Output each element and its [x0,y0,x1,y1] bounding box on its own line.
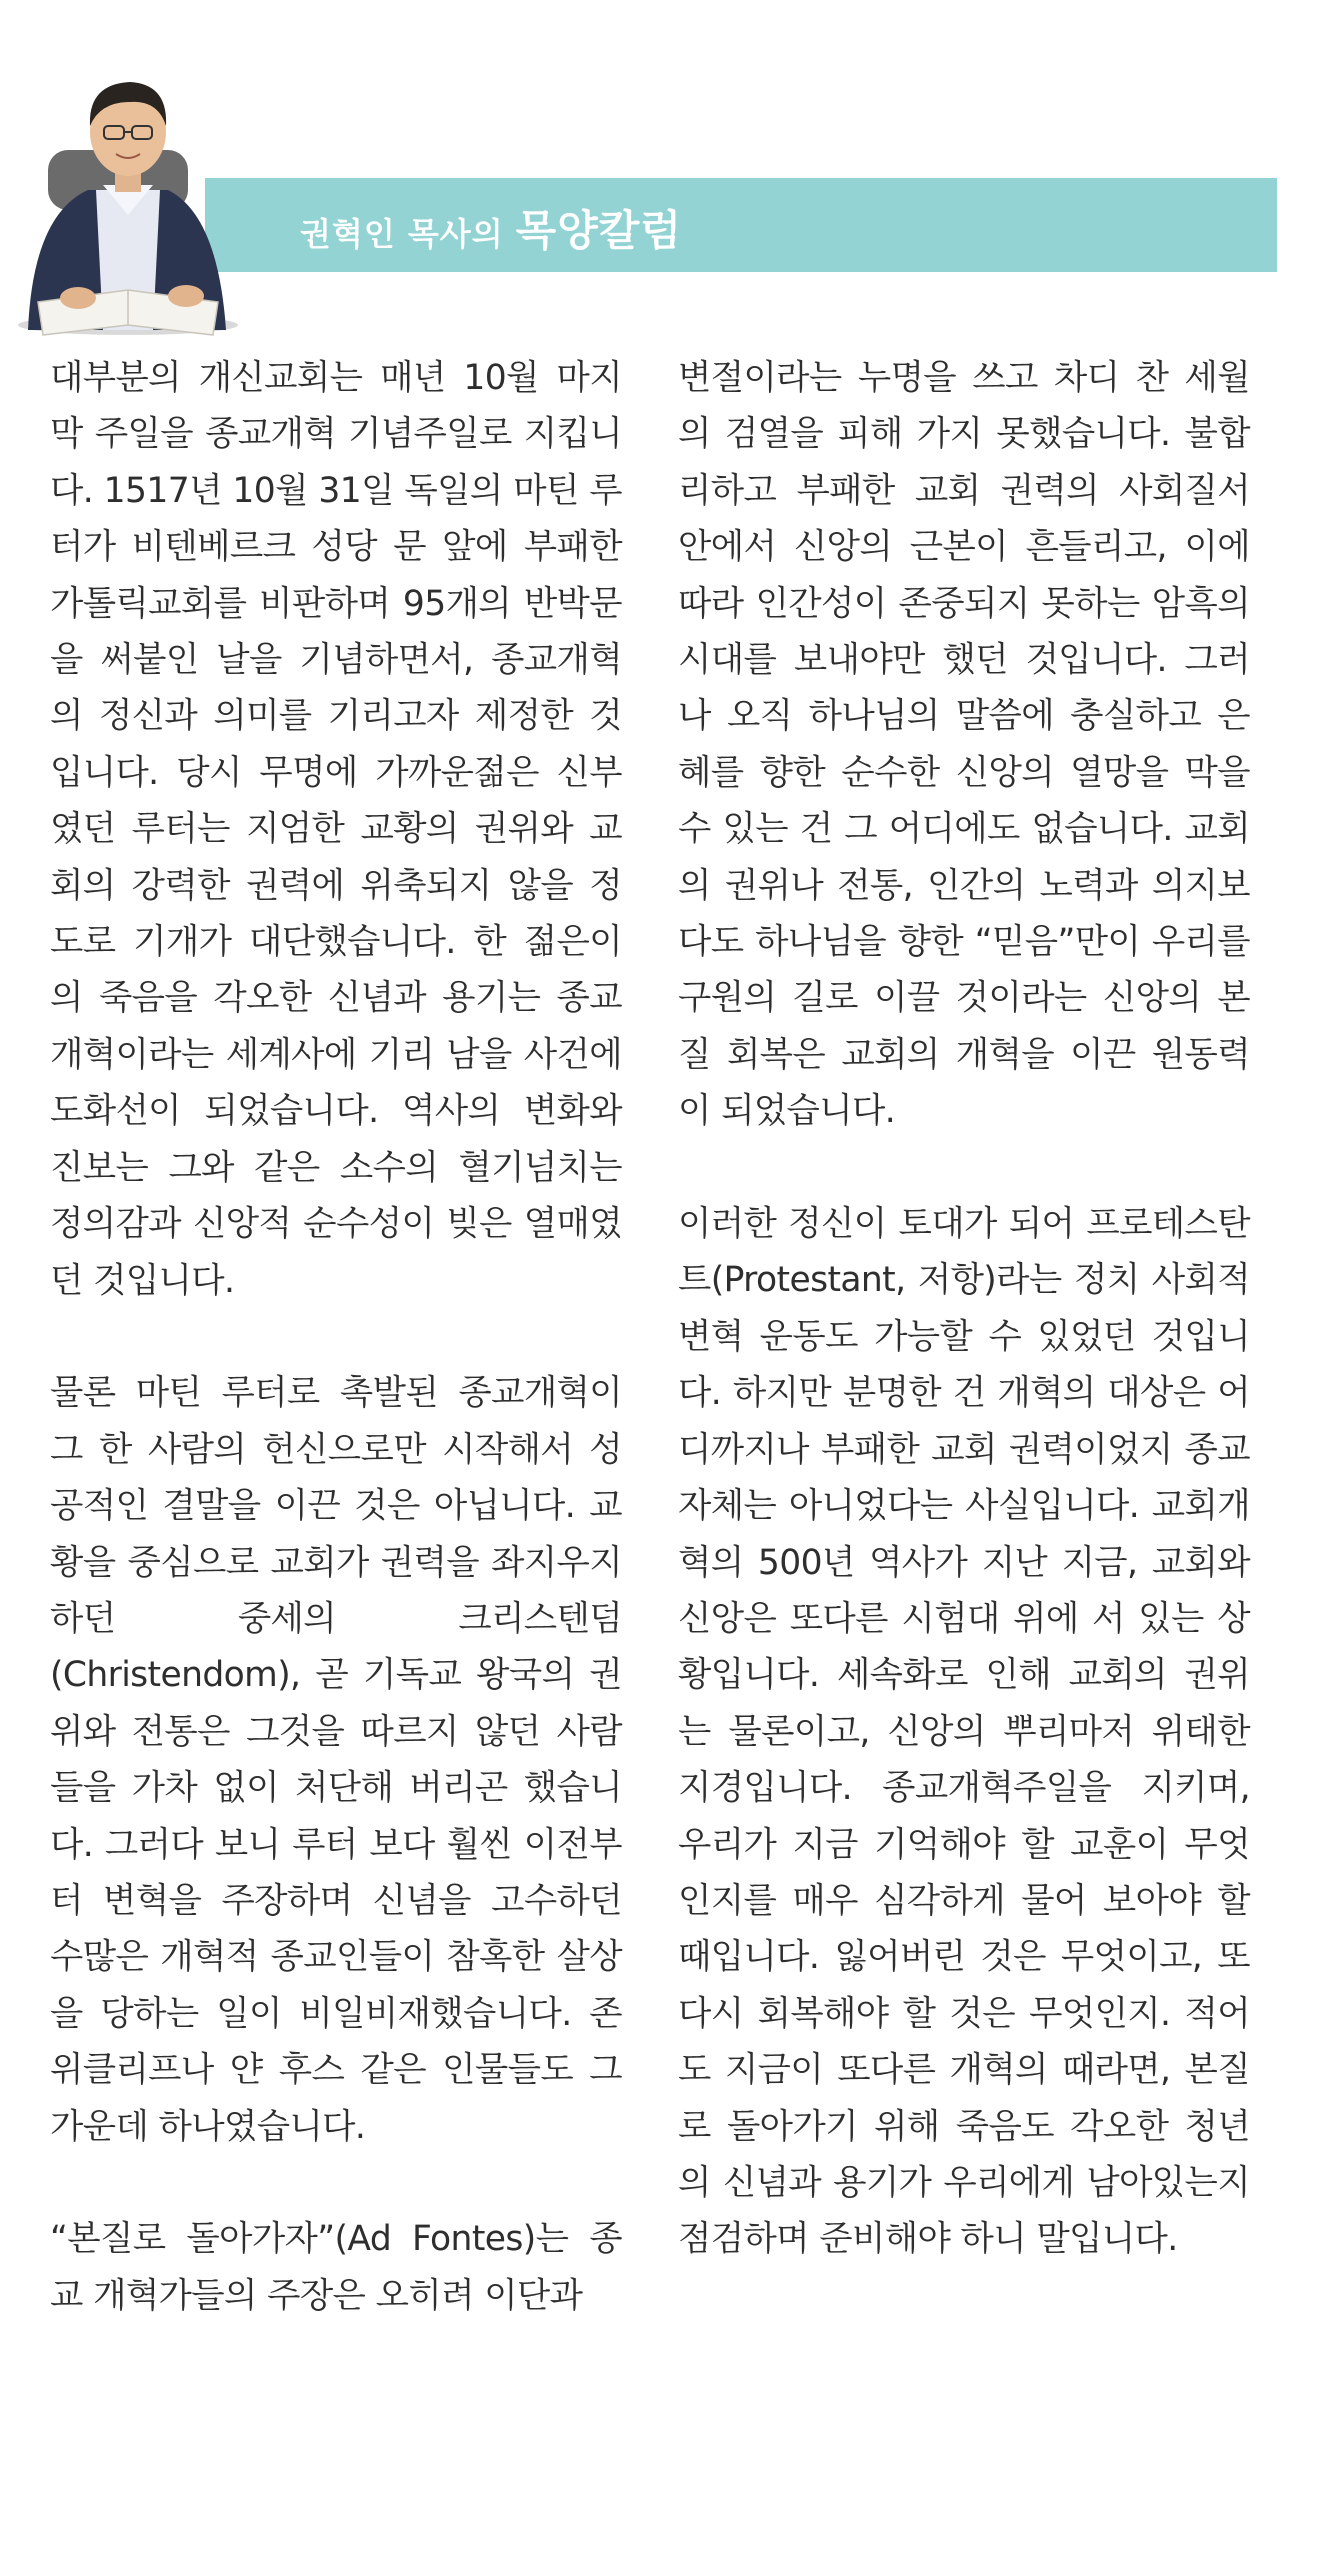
column-title [300,198,682,258]
right-column [678,350,1250,2268]
left-column [50,350,622,2324]
pastor-portrait-image [8,40,238,340]
paragraph: 물론 마틴 루터로 촉발된 종교개혁이 그 한 사람의 헌신으로만 시작해서 성공적인 결말을 이끈 것은 아닙니다. 교황을 중심으로 교회가 권력을 좌지우지하던 중세의 크리스텐덤(Christendom), 곧 기독교 왕국의 권위와 전통은 그것을 따르지 않던 사람들을 가차 없이 처단해 버리곤 했습니다. 그러다 보니 루터 보다 훨씬 이전부터 변혁을 주장하며 신념을 고수하던 수많은 개혁적 종교인들이 참혹한 살상을 당하는 일이 비일비재했습니다. 존 위클리프나 얀 후스 같은 인물들도 그 가운데 하나였습니다. [50,1373,622,2147]
paragraph: 이러한 정신이 토대가 되어 프로테스탄트(Protestant, 저항)라는 정치 사회적 변혁 운동도 가능할 수 있었던 것입니다. 하지만 분명한 건 개혁의 대상은 어디까지나 부패한 교회 권력이었지 종교 자체는 아니었다는 사실입니다. 교회개혁의 500년 역사가 지난 지금, 교회와 신앙은 또다른 시험대 위에 서 있는 상황입니다. 세속화로 인해 교회의 권위는 물론이고, 신앙의 뿌리마저 위태한 지경입니다. 종교개혁주일을 지키며, 우리가 지금 기억해야 할 교훈이 무엇인지를 매우 심각하게 물어 보아야 할 때입니다. 잃어버린 것은 무엇이고, 또 다시 회복해야 할 것은 무엇인지. 적어도 지금이 또다른 개혁의 때라면, 본질로 돌아가기 위해 죽음도 각오한 청년의 신념과 용기가 우리에게 남아있는지 점검하며 준비해야 하니 말입니다. [678,1204,1250,2260]
paragraph: 대부분의 개신교회는 매년 10월 마지막 주일을 종교개혁 기념주일로 지킵니다. 1517년 10월 31일 독일의 마틴 루터가 비텐베르크 성당 문 앞에 부패한 가톨릭교회를 비판하며 95개의 반박문을 써붙인 날을 기념하면서, 종교개혁의 정신과 의미를 기리고자 제정한 것입니다. 당시 무명에 가까운젊은 신부였던 루터는 지엄한 교황의 권위와 교회의 강력한 권력에 위축되지 않을 정도로 기개가 대단했습니다. 한 젊은이의 죽음을 각오한 신념과 용기는 종교개혁이라는 세계사에 기리 남을 사건에 도화선이 되었습니다. 역사의 변화와 진보는 그와 같은 소수의 혈기넘치는 정의감과 신앙적 순수성이 빚은 열매였던 것입니다. [50,358,622,1301]
column-name: 목양칼럼 [515,206,682,255]
paragraph: “본질로 돌아가자”(Ad Fontes)는 종교 개혁가들의 주장은 오히려 이단과 [50,2219,622,2316]
author-label: 권혁인 목사의 [300,215,504,253]
paragraph: 변절이라는 누명을 쓰고 차디 찬 세월의 검열을 피해 가지 못했습니다. 불합리하고 부패한 교회 권력의 사회질서 안에서 신앙의 근본이 흔들리고, 이에 따라 인간성이 존중되지 못하는 암흑의 시대를 보내야만 했던 것입니다. 그러나 오직 하나님의 말씀에 충실하고 은혜를 향한 순수한 신앙의 열망을 막을 수 있는 건 그 어디에도 없습니다. 교회의 권위나 전통, 인간의 노력과 의지보다도 하나님을 향한 “믿음”만이 우리를 구원의 길로 이끌 것이라는 신앙의 본질 회복은 교회의 개혁을 이끈 원동력이 되었습니다. [678,358,1250,1132]
